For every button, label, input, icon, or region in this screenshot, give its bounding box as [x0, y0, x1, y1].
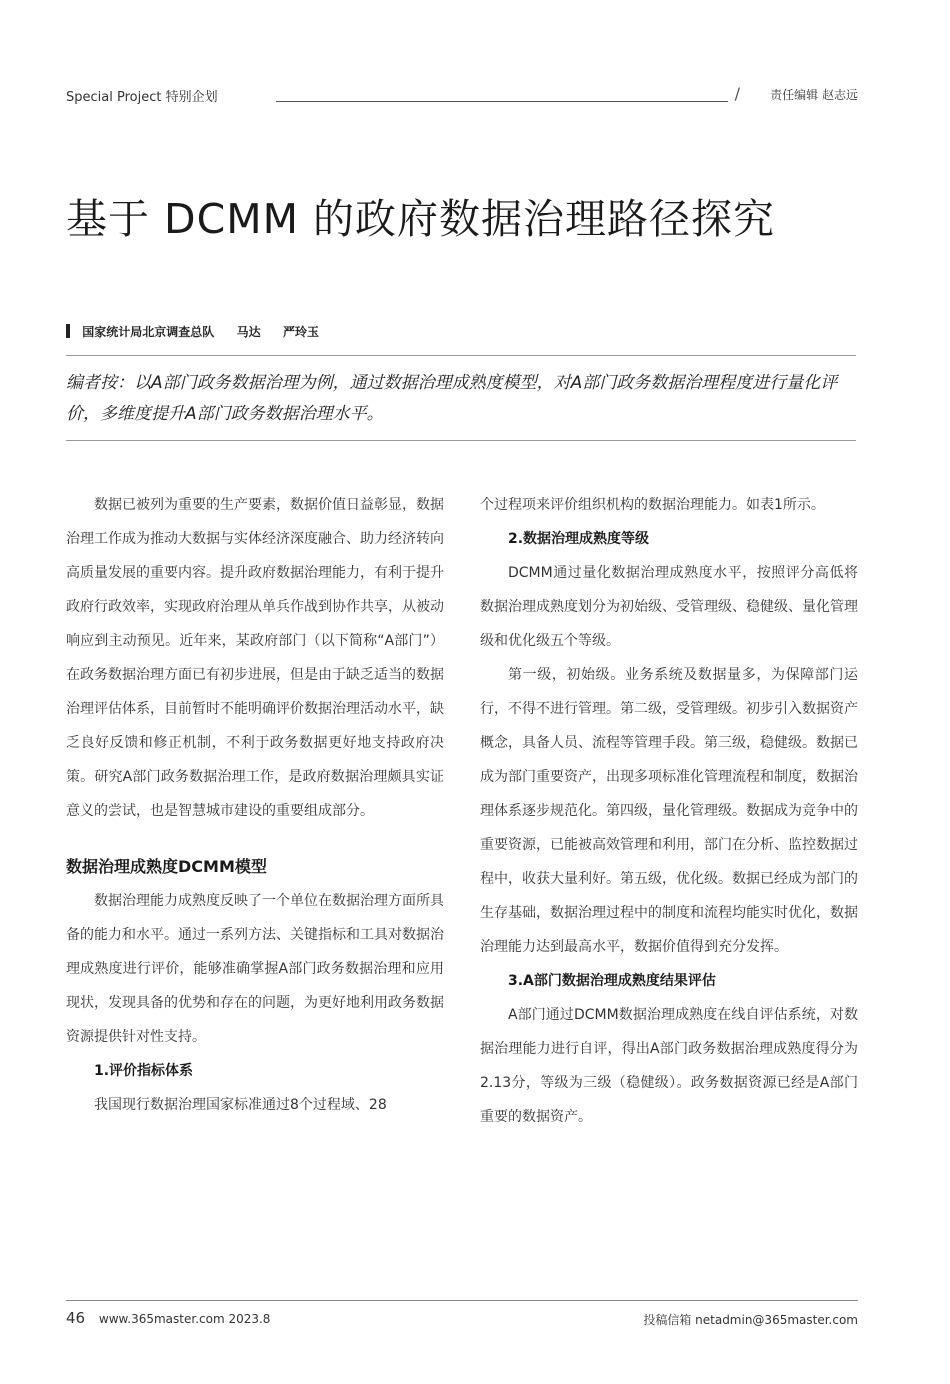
header-slash: / [734, 84, 740, 103]
page-number: 46 [66, 1309, 86, 1327]
header-rule [276, 101, 728, 102]
editor-note: 编者按：以A部门政务数据治理为例，通过数据治理成熟度模型，对A部门政务数据治理程度进行量化评价，多维度提升A部门政务数据治理水平。 [66, 373, 838, 424]
paragraph: A部门通过DCMM数据治理成熟度在线自评估系统，对数据治理能力进行自评，得出A部门政务数据治理成熟度得分为2.13分，等级为三级（稳健级）。政务数据资源已经是A部门重要的数据资产。 [480, 1007, 858, 1125]
left-column [66, 488, 444, 1122]
site-date: www.365master.com 2023.8 [98, 1312, 271, 1326]
paragraph: 个过程项来评价组织机构的数据治理能力。如表1所示。 [480, 497, 825, 513]
editor-label: 责任编辑 赵志远 [770, 88, 858, 102]
author-marker [66, 324, 70, 338]
page-footer [66, 1300, 858, 1327]
author-org: 国家统计局北京调查总队 [82, 325, 215, 339]
article-title: 基于 DCMM 的政府数据治理路径探究 [66, 195, 776, 243]
divider-top [66, 355, 856, 356]
paragraph: 数据治理能力成熟度反映了一个单位在数据治理方面所具备的能力和水平。通过一系列方法、关键指标和工具对数据治理成熟度进行评价，能够准确掌握A部门政务数据治理和应用现状，发现具备的优势和存在的问题，为更好地利用政务数据资源提供针对性支持。 [66, 893, 444, 1045]
right-column [480, 488, 858, 1134]
paragraph: 我国现行数据治理国家标准通过8个过程域、28 [94, 1097, 387, 1113]
section-label: Special Project 特别企划 [66, 90, 218, 105]
author-line [66, 323, 319, 340]
page-header [66, 86, 858, 106]
divider-bottom [66, 440, 856, 441]
footer-left [66, 1309, 270, 1327]
subsection-heading: 1.评价指标体系 [94, 1063, 194, 1079]
author-name-2: 严玲玉 [282, 325, 319, 339]
paragraph: 第一级，初始级。业务系统及数据量多，为保障部门运行，不得不进行管理。第二级，受管理级。初步引入数据资产概念，具备人员、流程等管理手段。第三级，稳健级。数据已成为部门重要资产，出现多项标准化管理流程和制度，数据治理体系逐步规范化。第四级，量化管理级。数据成为竞争中的重要资源，已能被高效管理和利用，部门在分析、监控数据过程中，收获大量利好。第五级，优化级。数据已经成为部门的生存基础，数据治理过程中的制度和流程均能实时优化，数据治理能力达到最高水平，数据价值得到充分发挥。 [480, 667, 858, 955]
author-name-1: 马达 [236, 325, 261, 339]
paragraph: DCMM通过量化数据治理成熟度水平，按照评分高低将数据治理成熟度划分为初始级、受管理级、稳健级、量化管理级和优化级五个等级。 [480, 565, 858, 649]
subsection-heading: 2.数据治理成熟度等级 [508, 531, 650, 547]
section-heading: 数据治理成熟度DCMM模型 [66, 857, 267, 876]
paragraph: 数据已被列为重要的生产要素，数据价值日益彰显，数据治理工作成为推动大数据与实体经济深度融合、助力经济转向高质量发展的重要内容。提升政府数据治理能力，有利于提升政府行政效率，实现政府治理从单兵作战到协作共享，从被动响应到主动预见。近年来，某政府部门（以下简称“A部门”）在政务数据治理方面已有初步进展，但是由于缺乏适当的数据治理评估体系，目前暂时不能明确评价数据治理活动水平，缺乏良好反馈和修正机制，不利于政务数据更好地支持政府决策。研究A部门政务数据治理工作，是政府数据治理颇具实证意义的尝试，也是智慧城市建设的重要组成部分。 [66, 497, 444, 819]
subsection-heading: 3.A部门数据治理成熟度结果评估 [508, 973, 716, 989]
contact-email: 投稿信箱 netadmin@365master.com [643, 1313, 858, 1327]
